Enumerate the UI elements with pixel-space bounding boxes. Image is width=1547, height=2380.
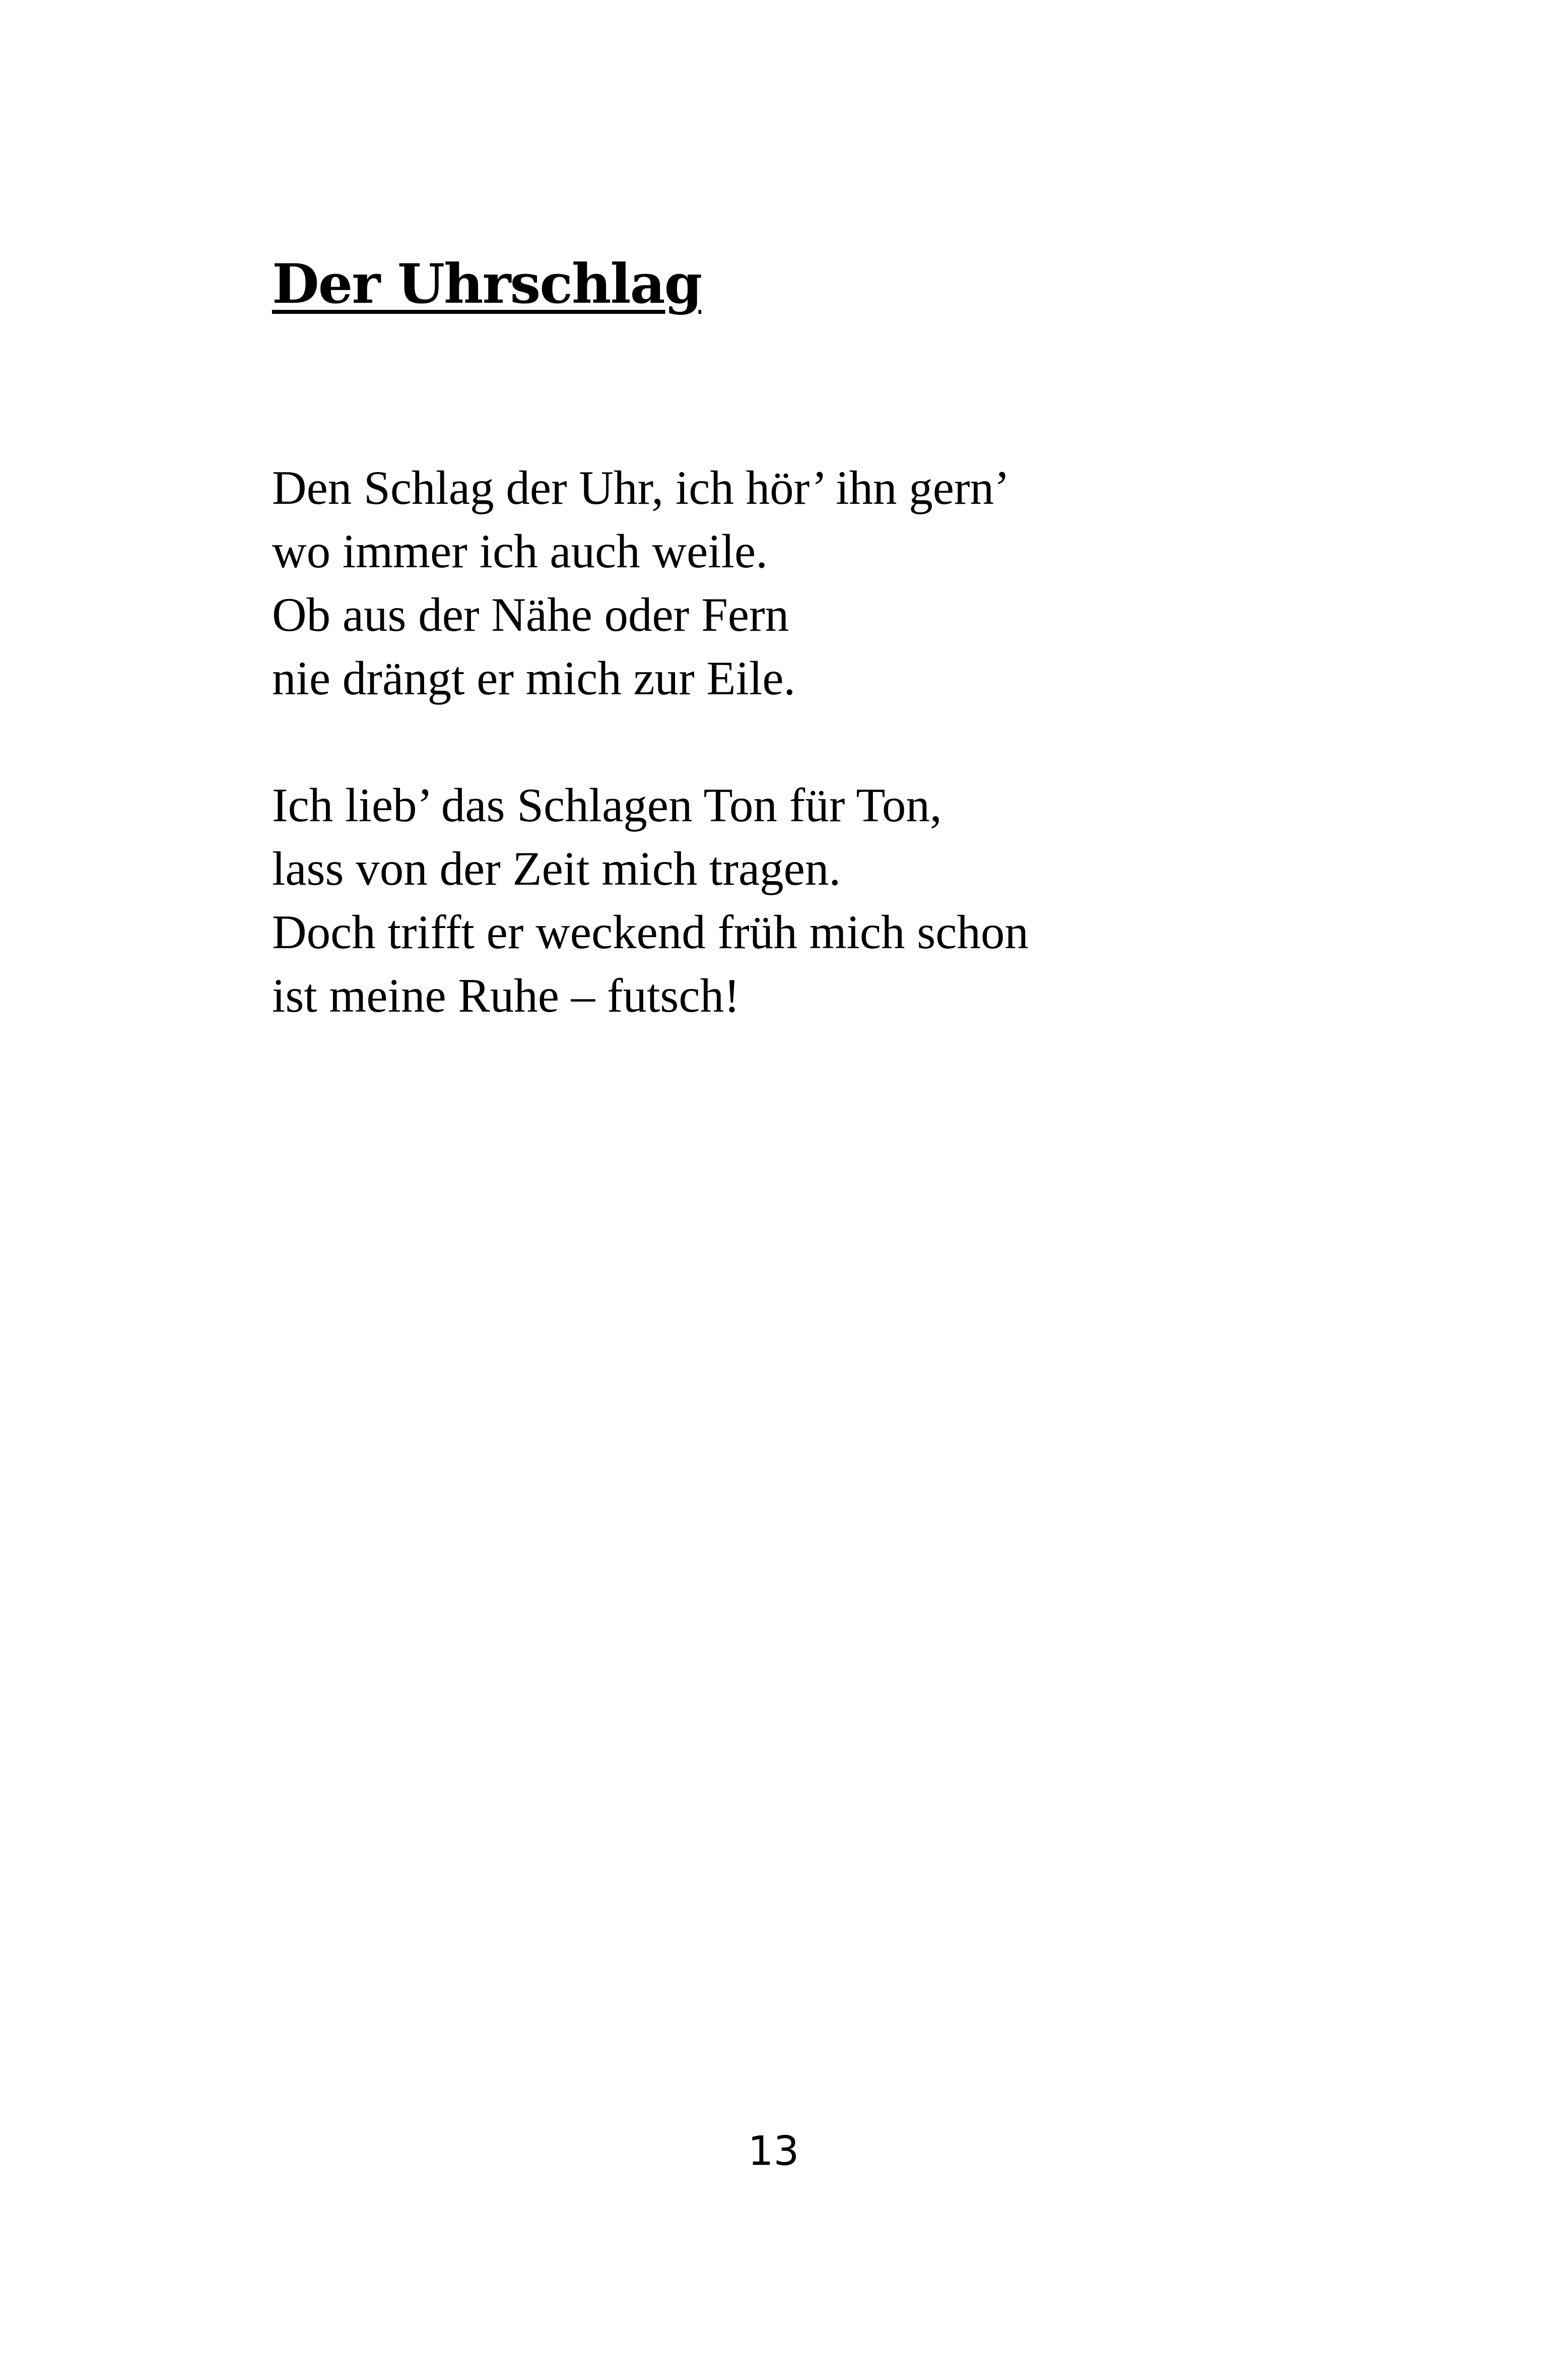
- page-number: 13: [748, 2128, 799, 2174]
- poem-line: ist meine Ruhe – futsch!: [272, 969, 740, 1022]
- stanza-1: [272, 456, 1029, 710]
- poem-line: Ich lieb’ das Schlagen Ton für Ton,: [272, 778, 942, 832]
- poem-body: [272, 456, 1029, 1091]
- poem-line: Den Schlag der Uhr, ich hör’ ihn gern’: [272, 461, 1010, 514]
- poem-line: Ob aus der Nähe oder Fern: [272, 588, 789, 641]
- poem-line: wo immer ich auch weile.: [272, 524, 768, 578]
- poem-title: Der Uhrschlag: [272, 252, 702, 316]
- stanza-2: [272, 773, 1029, 1027]
- poem-line: nie drängt er mich zur Eile.: [272, 651, 796, 705]
- poem-line: lass von der Zeit mich tragen.: [272, 842, 841, 895]
- poem-line: Doch trifft er weckend früh mich schon: [272, 905, 1029, 959]
